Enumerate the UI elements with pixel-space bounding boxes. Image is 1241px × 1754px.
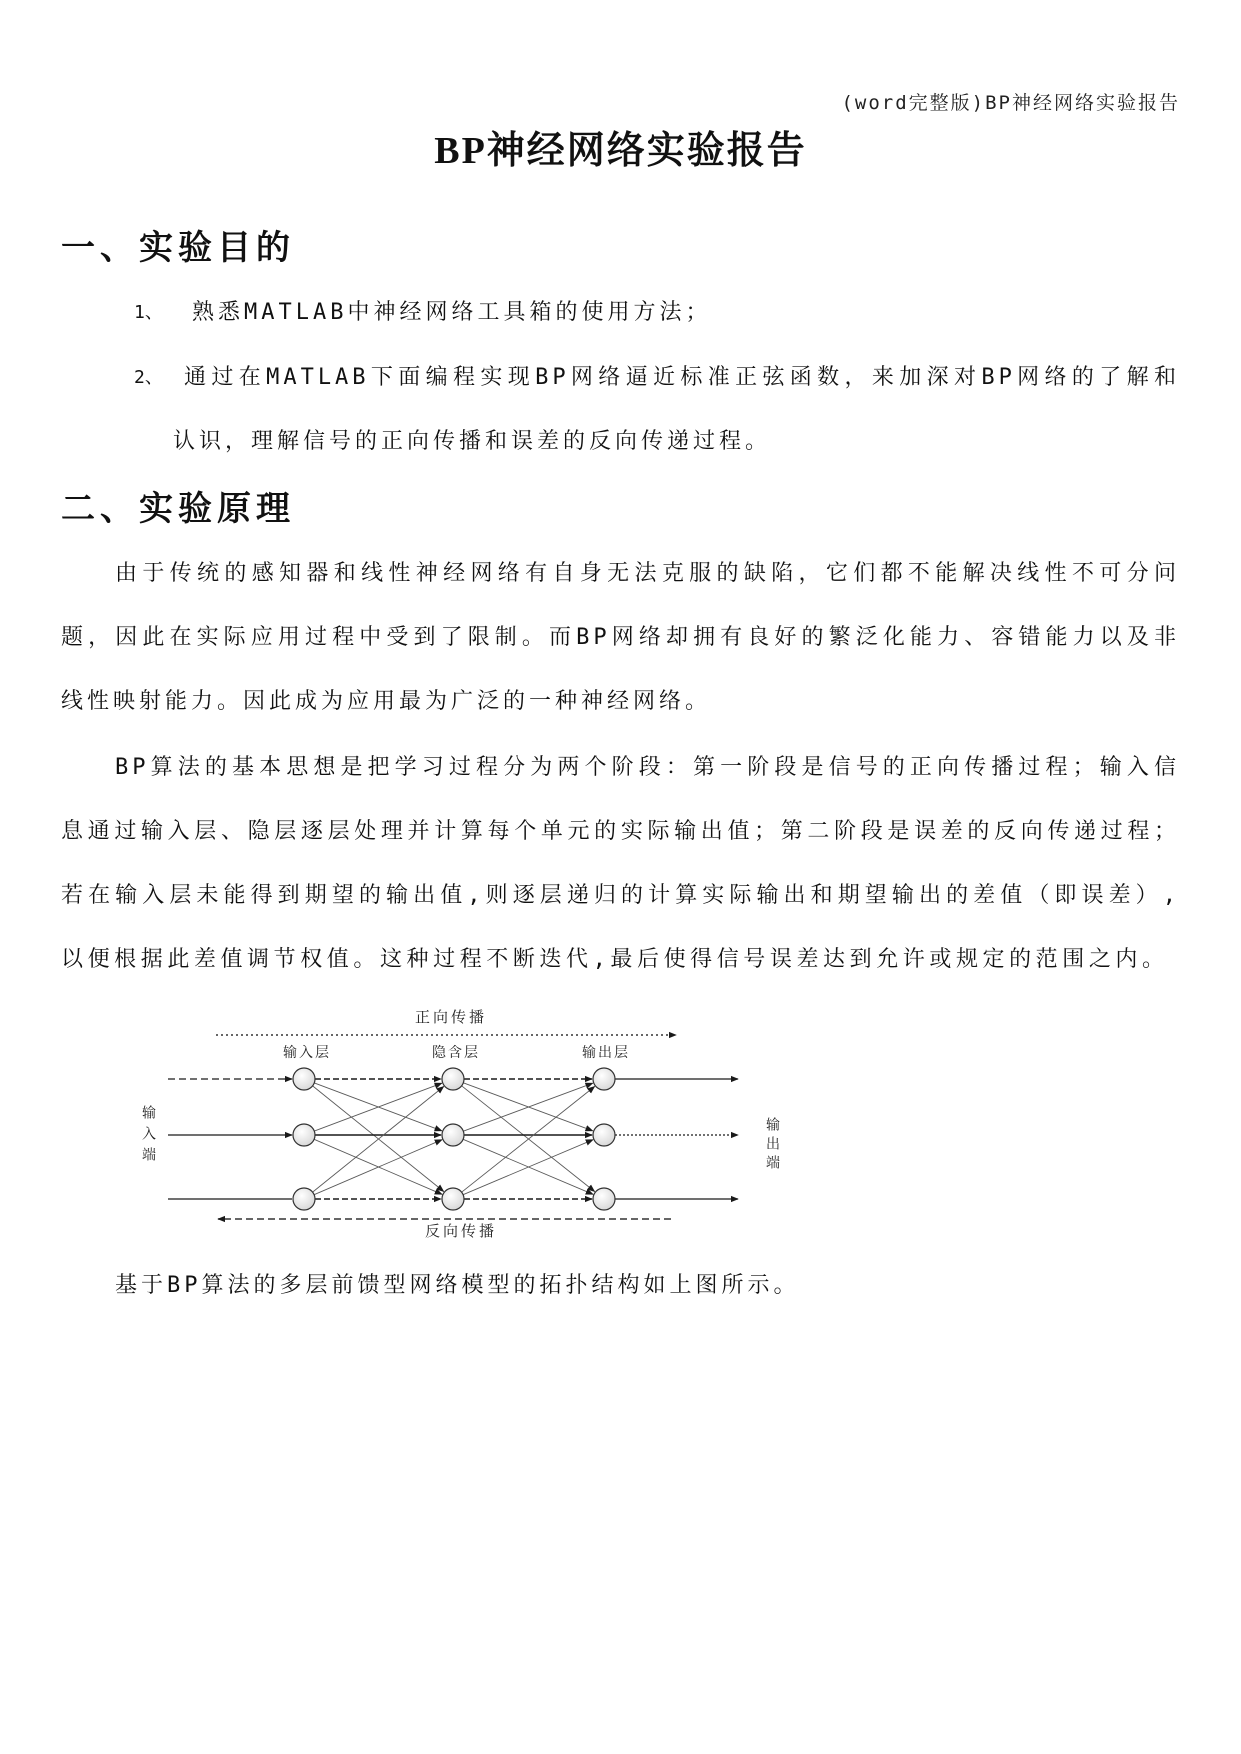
hidden-layer-node bbox=[442, 1124, 464, 1146]
paragraph-line: 息通过输入层、隐层逐层处理并计算每个单元的实际输出值；第二阶段是误差的反向传递过程； bbox=[61, 819, 1180, 844]
hidden-layer-node bbox=[442, 1068, 464, 1090]
list-item-number: 2、 bbox=[134, 367, 163, 388]
output-end-label: 输出端 bbox=[764, 1117, 780, 1174]
paragraph-line: 以便根据此差值调节权值。这种过程不断迭代,最后使得信号误差达到允许或规定的范围之内。 bbox=[61, 947, 1168, 972]
input-layer-node bbox=[293, 1068, 315, 1090]
input-layer-label: 输入层 bbox=[283, 1045, 331, 1061]
output-layer-node bbox=[593, 1188, 615, 1210]
output-layer-node bbox=[593, 1068, 615, 1090]
list-item-text: 通过在MATLAB下面编程实现BP网络逼近标准正弦函数，来加深对BP网络的了解和 bbox=[184, 365, 1180, 390]
connection-line bbox=[313, 1087, 444, 1193]
hidden-layer-label: 隐含层 bbox=[432, 1045, 480, 1061]
running-title: (word完整版)BP神经网络实验报告 bbox=[841, 92, 1180, 114]
paragraph-line: 若在输入层未能得到期望的输出值,则逐层递归的计算实际输出和期望输出的差值（即误差）, bbox=[61, 883, 1180, 908]
list-item-text: 熟悉MATLAB中神经网络工具箱的使用方法； bbox=[192, 300, 712, 325]
paragraph-line: 线性映射能力。因此成为应用最为广泛的一种神经网络。 bbox=[61, 689, 712, 714]
input-layer-node bbox=[293, 1124, 315, 1146]
connection-line bbox=[462, 1087, 595, 1193]
network-diagram-canvas bbox=[120, 1000, 800, 1248]
connection-line bbox=[462, 1086, 595, 1192]
backward-propagation-label: 反向传播 bbox=[424, 1222, 498, 1240]
input-layer-node bbox=[293, 1188, 315, 1210]
network-nodes bbox=[293, 1068, 615, 1210]
forward-propagation-label: 正向传播 bbox=[414, 1008, 488, 1026]
list-item-text: 认识，理解信号的正向传播和误差的反向传递过程。 bbox=[173, 429, 772, 454]
output-layer-label: 输出层 bbox=[582, 1045, 630, 1061]
paragraph-line: 题，因此在实际应用过程中受到了限制。而BP网络却拥有良好的繁泛化能力、容错能力以及非 bbox=[61, 625, 1180, 650]
hidden-layer-node bbox=[442, 1188, 464, 1210]
list-item-number: 1、 bbox=[134, 302, 163, 323]
bp-network-diagram bbox=[120, 1000, 800, 1248]
section-heading-purpose: 一、实验目的 bbox=[61, 228, 295, 268]
section-heading-principle: 二、实验原理 bbox=[61, 489, 295, 529]
document-title: BP神经网络实验报告 bbox=[434, 130, 807, 172]
output-layer-node bbox=[593, 1124, 615, 1146]
paragraph-line: BP算法的基本思想是把学习过程分为两个阶段：第一阶段是信号的正向传播过程；输入信 bbox=[115, 755, 1180, 780]
figure-caption: 基于BP算法的多层前馈型网络模型的拓扑结构如上图所示。 bbox=[115, 1273, 800, 1298]
input-end-label: 输入端 bbox=[140, 1105, 156, 1168]
paragraph-line: 由于传统的感知器和线性神经网络有自身无法克服的缺陷，它们都不能解决线性不可分问 bbox=[115, 561, 1180, 586]
connection-line bbox=[313, 1086, 444, 1192]
